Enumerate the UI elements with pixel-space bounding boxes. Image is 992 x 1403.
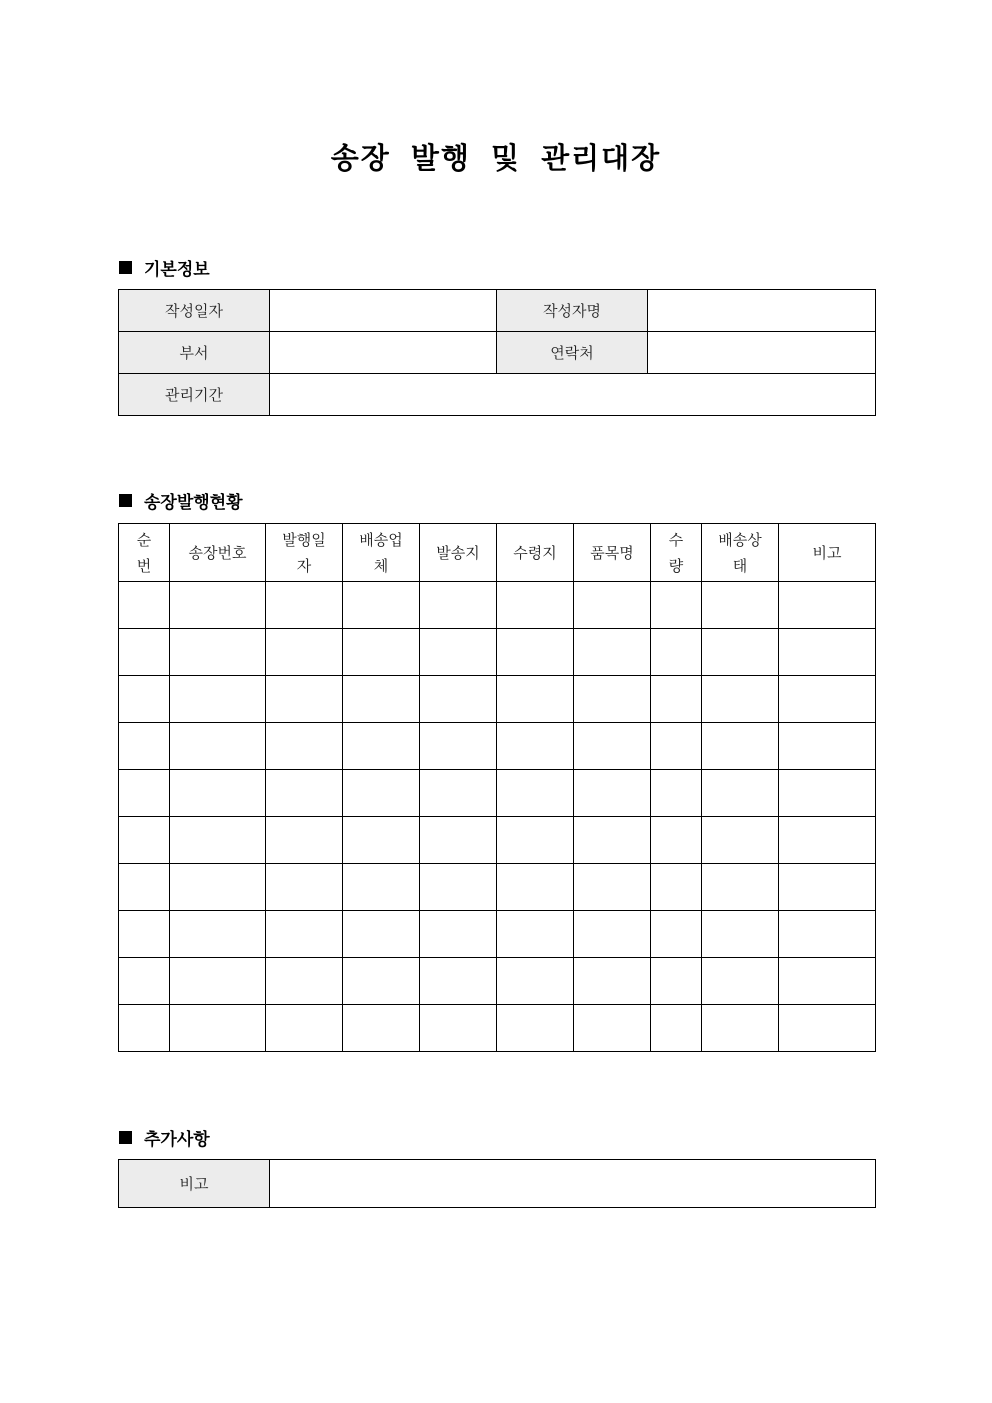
cell-origin[interactable] (420, 1005, 497, 1052)
invoice-header-row (119, 524, 876, 582)
invoice-status-heading-text: 송장발행현황 (144, 493, 243, 513)
cell-quantity[interactable] (651, 770, 702, 817)
cell-delivery-status[interactable] (702, 817, 779, 864)
cell-invoice-no[interactable] (170, 1005, 266, 1052)
cell-item-name[interactable] (574, 864, 651, 911)
table-row (119, 629, 876, 676)
basic-info-table (118, 289, 876, 416)
cell-remarks[interactable] (779, 958, 876, 1005)
cell-quantity[interactable] (651, 817, 702, 864)
invoice-status-heading (119, 488, 243, 513)
col-header-remarks: 비고 (779, 524, 876, 582)
period-field[interactable] (270, 374, 876, 416)
col-header-quantity: 수 량 (651, 524, 702, 582)
square-bullet-icon (119, 494, 132, 507)
cell-origin[interactable] (420, 911, 497, 958)
invoice-body (119, 582, 876, 1052)
cell-issue-date[interactable] (266, 676, 343, 723)
cell-item-name[interactable] (574, 676, 651, 723)
cell-delivery-status[interactable] (702, 1005, 779, 1052)
table-row (119, 911, 876, 958)
cell-origin[interactable] (420, 629, 497, 676)
period-label: 관리기간 (119, 374, 270, 416)
cell-carrier[interactable] (343, 911, 420, 958)
table-row (119, 817, 876, 864)
table-row (119, 723, 876, 770)
table-row (119, 864, 876, 911)
cell-invoice-no[interactable] (170, 817, 266, 864)
cell-carrier[interactable] (343, 582, 420, 629)
table-row (119, 958, 876, 1005)
cell-destination[interactable] (497, 817, 574, 864)
col-header-delivery-status: 배송상 태 (702, 524, 779, 582)
additional-table (118, 1159, 876, 1208)
col-header-origin: 발송지 (420, 524, 497, 582)
cell-issue-date[interactable] (266, 629, 343, 676)
cell-delivery-status[interactable] (702, 958, 779, 1005)
author-label: 작성자명 (497, 290, 648, 332)
cell-seq[interactable] (119, 911, 170, 958)
cell-invoice-no[interactable] (170, 723, 266, 770)
cell-quantity[interactable] (651, 723, 702, 770)
additional-heading (119, 1125, 210, 1150)
col-header-invoice-no: 송장번호 (170, 524, 266, 582)
cell-destination[interactable] (497, 864, 574, 911)
cell-delivery-status[interactable] (702, 582, 779, 629)
col-header-destination: 수령지 (497, 524, 574, 582)
invoice-table (118, 523, 876, 1052)
cell-carrier[interactable] (343, 958, 420, 1005)
cell-item-name[interactable] (574, 958, 651, 1005)
cell-remarks[interactable] (779, 911, 876, 958)
basic-info-heading-text: 기본정보 (144, 260, 210, 280)
cell-delivery-status[interactable] (702, 676, 779, 723)
cell-delivery-status[interactable] (702, 770, 779, 817)
cell-invoice-no[interactable] (170, 958, 266, 1005)
cell-origin[interactable] (420, 582, 497, 629)
cell-remarks[interactable] (779, 723, 876, 770)
cell-delivery-status[interactable] (702, 629, 779, 676)
cell-item-name[interactable] (574, 770, 651, 817)
cell-item-name[interactable] (574, 582, 651, 629)
cell-carrier[interactable] (343, 676, 420, 723)
col-header-carrier: 배송업 체 (343, 524, 420, 582)
remarks-field[interactable] (270, 1160, 876, 1208)
cell-invoice-no[interactable] (170, 582, 266, 629)
table-row (119, 582, 876, 629)
cell-issue-date[interactable] (266, 817, 343, 864)
cell-remarks[interactable] (779, 1005, 876, 1052)
cell-seq[interactable] (119, 1005, 170, 1052)
cell-origin[interactable] (420, 817, 497, 864)
cell-seq[interactable] (119, 582, 170, 629)
cell-issue-date[interactable] (266, 582, 343, 629)
cell-item-name[interactable] (574, 1005, 651, 1052)
cell-carrier[interactable] (343, 629, 420, 676)
cell-delivery-status[interactable] (702, 864, 779, 911)
table-row (119, 676, 876, 723)
cell-quantity[interactable] (651, 582, 702, 629)
remarks-label: 비고 (119, 1160, 270, 1208)
cell-remarks[interactable] (779, 629, 876, 676)
cell-destination[interactable] (497, 911, 574, 958)
cell-remarks[interactable] (779, 864, 876, 911)
cell-carrier[interactable] (343, 864, 420, 911)
col-header-item-name: 품목명 (574, 524, 651, 582)
cell-destination[interactable] (497, 629, 574, 676)
cell-origin[interactable] (420, 958, 497, 1005)
cell-quantity[interactable] (651, 629, 702, 676)
col-header-seq: 순 번 (119, 524, 170, 582)
cell-seq[interactable] (119, 864, 170, 911)
cell-remarks[interactable] (779, 582, 876, 629)
contact-label: 연락처 (497, 332, 648, 374)
cell-seq[interactable] (119, 723, 170, 770)
cell-remarks[interactable] (779, 770, 876, 817)
cell-quantity[interactable] (651, 676, 702, 723)
additional-heading-text: 추가사항 (144, 1130, 210, 1150)
contact-field[interactable] (648, 332, 876, 374)
cell-item-name[interactable] (574, 911, 651, 958)
basic-info-row (119, 290, 876, 332)
cell-seq[interactable] (119, 770, 170, 817)
department-label: 부서 (119, 332, 270, 374)
cell-remarks[interactable] (779, 817, 876, 864)
cell-quantity[interactable] (651, 1005, 702, 1052)
author-field[interactable] (648, 290, 876, 332)
cell-invoice-no[interactable] (170, 911, 266, 958)
cell-destination[interactable] (497, 582, 574, 629)
cell-remarks[interactable] (779, 676, 876, 723)
cell-carrier[interactable] (343, 1005, 420, 1052)
cell-seq[interactable] (119, 817, 170, 864)
cell-quantity[interactable] (651, 911, 702, 958)
cell-seq[interactable] (119, 629, 170, 676)
cell-invoice-no[interactable] (170, 629, 266, 676)
cell-issue-date[interactable] (266, 864, 343, 911)
cell-carrier[interactable] (343, 770, 420, 817)
cell-delivery-status[interactable] (702, 723, 779, 770)
basic-info-row (119, 332, 876, 374)
cell-item-name[interactable] (574, 817, 651, 864)
additional-row (119, 1160, 876, 1208)
cell-destination[interactable] (497, 958, 574, 1005)
page-title: 송장 발행 및 관리대장 (330, 141, 662, 175)
cell-item-name[interactable] (574, 723, 651, 770)
square-bullet-icon (119, 1131, 132, 1144)
table-row (119, 1005, 876, 1052)
cell-issue-date[interactable] (266, 1005, 343, 1052)
cell-item-name[interactable] (574, 629, 651, 676)
cell-carrier[interactable] (343, 817, 420, 864)
cell-origin[interactable] (420, 723, 497, 770)
cell-destination[interactable] (497, 770, 574, 817)
cell-seq[interactable] (119, 958, 170, 1005)
cell-invoice-no[interactable] (170, 864, 266, 911)
cell-delivery-status[interactable] (702, 911, 779, 958)
cell-origin[interactable] (420, 676, 497, 723)
cell-destination[interactable] (497, 676, 574, 723)
basic-info-heading (119, 255, 210, 280)
cell-quantity[interactable] (651, 958, 702, 1005)
cell-origin[interactable] (420, 770, 497, 817)
department-field[interactable] (270, 332, 497, 374)
cell-issue-date[interactable] (266, 958, 343, 1005)
cell-seq[interactable] (119, 676, 170, 723)
cell-carrier[interactable] (343, 723, 420, 770)
cell-destination[interactable] (497, 1005, 574, 1052)
cell-issue-date[interactable] (266, 911, 343, 958)
basic-info-row (119, 374, 876, 416)
cell-destination[interactable] (497, 723, 574, 770)
cell-quantity[interactable] (651, 864, 702, 911)
col-header-issue-date: 발행일 자 (266, 524, 343, 582)
cell-invoice-no[interactable] (170, 770, 266, 817)
date-label: 작성일자 (119, 290, 270, 332)
cell-invoice-no[interactable] (170, 676, 266, 723)
date-field[interactable] (270, 290, 497, 332)
cell-origin[interactable] (420, 864, 497, 911)
square-bullet-icon (119, 261, 132, 274)
cell-issue-date[interactable] (266, 723, 343, 770)
cell-issue-date[interactable] (266, 770, 343, 817)
table-row (119, 770, 876, 817)
